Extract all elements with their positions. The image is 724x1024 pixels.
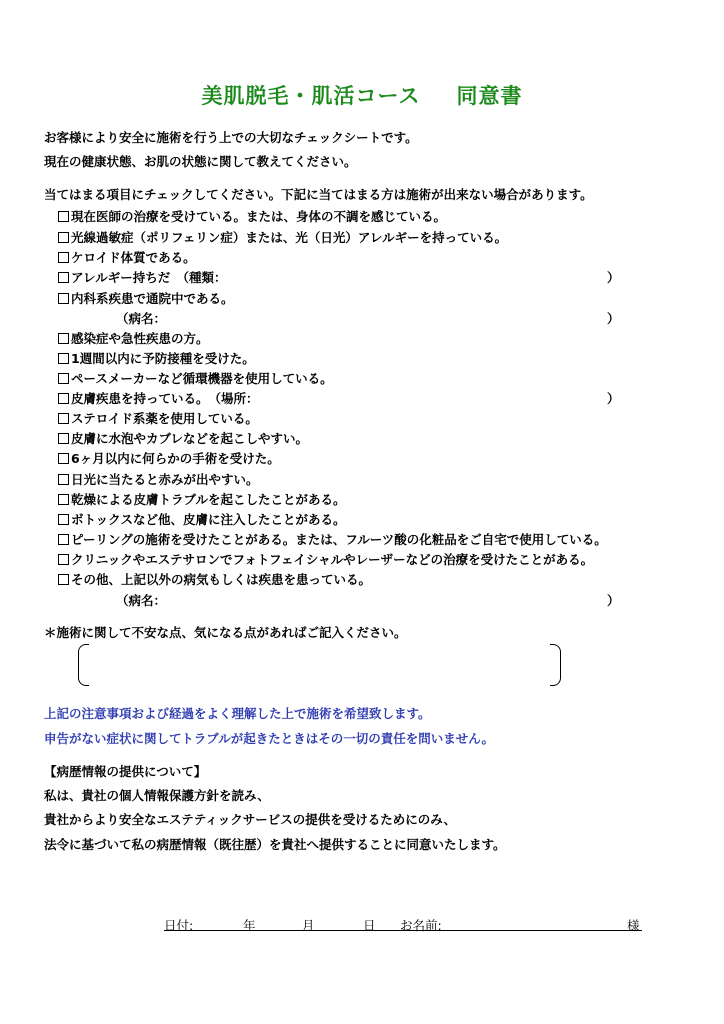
close-paren: ） <box>607 311 620 326</box>
title-course: 美肌脱毛・肌活コース <box>201 84 421 108</box>
checklist-item[interactable]: 皮膚に水泡やカブレなどを起こしやすい。 <box>58 429 308 447</box>
checkbox-icon[interactable] <box>58 333 69 344</box>
check-instructions: 当てはまる項目にチェックしてください。下記に当てはまる方は施術が出来ない場合があります。 <box>44 187 593 202</box>
privacy-line: 貴社からより安全なエステティックサービスの提供を受けるためにのみ、 <box>44 812 457 827</box>
disease-name-field[interactable]: （病名： <box>116 593 167 608</box>
privacy-heading: 【病歴情報の提供について】 <box>44 764 207 779</box>
checklist-item[interactable]: アレルギー持ちだ （種類： <box>58 268 226 286</box>
checklist-item[interactable]: 1週間以内に予防接種を受けた。 <box>58 349 255 367</box>
checklist-item[interactable]: 感染症や急性疾患の方。 <box>58 329 209 347</box>
privacy-line: 法令に基づいて私の病歴情報（既往歴）を貴社へ提供することに同意いたします。 <box>44 837 506 852</box>
checkbox-icon[interactable] <box>58 413 69 424</box>
intro-line-2: 現在の健康状態、お肌の状態に関して教えてください。 <box>44 154 357 169</box>
checkbox-icon[interactable] <box>58 433 69 444</box>
checklist-item[interactable]: 乾燥による皮膚トラブルを起こしたことがある。 <box>58 490 346 508</box>
day-label[interactable]: 日 <box>363 918 376 933</box>
checklist-item[interactable]: ボトックスなど他、皮膚に注入したことがある。 <box>58 510 346 528</box>
checklist-item[interactable]: ケロイド体質である。 <box>58 248 196 266</box>
checkbox-icon[interactable] <box>58 232 69 243</box>
checkbox-icon[interactable] <box>58 252 69 263</box>
name-label[interactable]: お名前: <box>400 918 442 933</box>
checkbox-icon[interactable] <box>58 211 69 222</box>
checkbox-icon[interactable] <box>58 293 69 304</box>
checkbox-icon[interactable] <box>58 272 69 283</box>
checklist-item[interactable]: 内科系疾患で通院中である。 <box>58 289 234 307</box>
checkbox-icon[interactable] <box>58 554 69 565</box>
comment-box-right-bracket[interactable] <box>550 644 561 686</box>
comment-prompt: ＊施術に関して不安な点、気になる点があればご記入ください。 <box>44 625 407 640</box>
checkbox-icon[interactable] <box>58 514 69 525</box>
intro-line-1: お客様により安全に施術を行う上での大切なチェックシートです。 <box>44 130 418 145</box>
checkbox-icon[interactable] <box>58 453 69 464</box>
date-label: 日付: <box>164 918 194 933</box>
consent-line-1: 上記の注意事項および経過をよく理解した上で施術を希望致します。 <box>44 706 431 721</box>
checklist-item[interactable]: ペースメーカーなど循環機器を使用している。 <box>58 369 333 387</box>
checkbox-icon[interactable] <box>58 494 69 505</box>
consent-line-2: 申告がない症状に関してトラブルが起きたときはその一切の責任を問いません。 <box>44 731 495 746</box>
checkbox-icon[interactable] <box>58 373 69 384</box>
checkbox-icon[interactable] <box>58 474 69 485</box>
checkbox-icon[interactable] <box>58 393 69 404</box>
checkbox-icon[interactable] <box>58 574 69 585</box>
checkbox-icon[interactable] <box>58 353 69 364</box>
checklist-item[interactable]: クリニックやエステサロンでフォトフェイシャルやレーザーなどの治療を受けたことがある。 <box>58 550 593 568</box>
checklist-item[interactable]: 6ヶ月以内に何らかの手術を受けた。 <box>58 449 280 467</box>
disease-name-field[interactable]: （病名： <box>116 311 167 326</box>
comment-box-left-bracket[interactable] <box>78 644 89 686</box>
year-label[interactable]: 年 <box>243 918 256 933</box>
checklist-item[interactable]: 日光に当たると赤みが出やすい。 <box>58 470 259 488</box>
checklist-item[interactable]: その他、上記以外の病気もしくは疾患を患っている。 <box>58 570 371 588</box>
checklist-item[interactable]: 光線過敏症（ポリフェリン症）または、光（日光）アレルギーを持っている。 <box>58 228 507 246</box>
checklist-item[interactable]: ピーリングの施術を受けたことがある。または、フルーツ酸の化粧品をご自宅で使用している。 <box>58 530 607 548</box>
close-paren: ） <box>607 270 620 285</box>
close-paren: ） <box>607 593 620 608</box>
month-label[interactable]: 月 <box>302 918 315 933</box>
title-consent: 同意書 <box>456 84 523 108</box>
page-title <box>0 80 724 110</box>
checkbox-icon[interactable] <box>58 534 69 545</box>
privacy-line: 私は、貴社の個人情報保護方針を読み、 <box>44 788 270 803</box>
checklist-item[interactable]: 皮膚疾患を持っている。 （場所： <box>58 389 259 407</box>
honorific-label: 様 <box>627 918 640 933</box>
checklist-item[interactable]: 現在医師の治療を受けている。または、身体の不調を感じている。 <box>58 207 446 225</box>
close-paren: ） <box>607 391 620 406</box>
checklist-item[interactable]: ステロイド系薬を使用している。 <box>58 409 258 427</box>
